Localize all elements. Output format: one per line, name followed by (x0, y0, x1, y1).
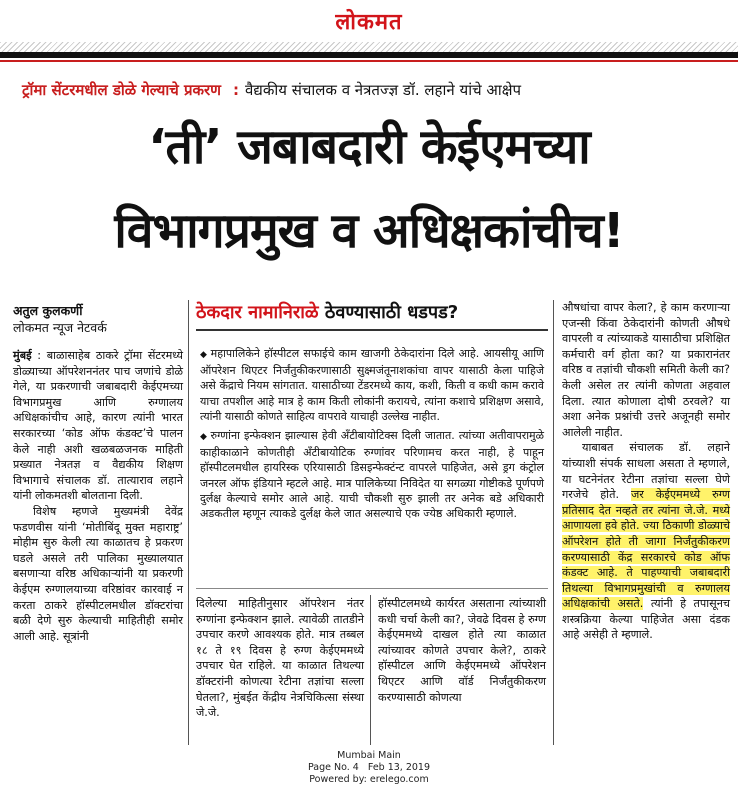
kicker-topic: ट्रॉमा सेंटरमधील डोळे गेल्याचे प्रकरण (22, 81, 222, 99)
footer-page: Page No. 4 (307, 762, 359, 773)
masthead (0, 6, 738, 36)
footer-date: Feb 13, 2019 (367, 762, 431, 773)
column-rule (553, 300, 554, 745)
dateline: मुंबई (13, 349, 32, 362)
kicker (22, 80, 732, 100)
paragraph (13, 504, 183, 644)
column-3-bottom (378, 596, 546, 705)
masthead-red-rule (0, 60, 738, 62)
list-item (200, 346, 544, 424)
paragraph-text: दिलेल्या माहितीनुसार ऑपरेशन नंतर रुग्णांना इन्फेक्शन झाले. त्यावेळी तातडीने उपचार करणे आवश्यक होते. मात्र तब्बल १८ ते १९ दिवस हे रुग्ण केईएममध्ये उपचार घेत राहिले. या काळात तिथल्या डॉक्टरांनी कोणत्या रेटीना तज्ञांचा सल्ला घेतला?, मुंबईत केंद्रीय नेत्रचिकित्सा संस्था जे.जे. (196, 597, 364, 720)
footer (0, 750, 738, 786)
paragraph-text: हॉस्पीटलमध्ये कार्यरत असताना त्यांच्याशी कधी चर्चा केली का?, जेवढे दिवस हे रुग्ण केईएममध्ये दाखल होते त्या काळात त्यांच्यावर कोणते उपचार केले?, ठाकरे हॉस्पीटल आणि केईएममध्ये ऑपरेशन थिएटर आणि वॉर्ड निर्जंतुकीकरण करण्यासाठी कोणत्या (378, 597, 546, 704)
box-subhead-black: ठेवण्यासाठी धडपड? (324, 302, 459, 323)
list-item-text: रुग्णांना इन्फेक्शन झाल्यास हेवी अँटीबायोटिक्स दिली जातात. त्यांच्या अतीवापरामुळे काहीकाळाने कोणतीही अँटीबायोटिक रुग्णांवर परिणामच करत नाही, हे पाहून हॉस्पीटलमधील हायरिस्क एरियासाठी डिसइन्फेक्टंन्ट वापरले पाहिजेत, असे ड्रग कंट्रोल जनरल ऑफ इंडियाने म्हटले आहे. मात्र पालिकेच्या निविदेत या सगळ्या गोष्टीकडे पूर्णपणे दुर्लक्ष केल्याचे समोर आले आहे. याची चौकशी सुरु झाली तर अनेक बडे अधिकारी अडकतील म्हणून त्याकडे दुर्लक्ष केले जात असल्याचे एक ज्येष्ठ अधिकारी म्हणाले. (200, 429, 544, 521)
highlighted-quote: जर केईएममध्ये रुग्ण प्रतिसाद देत नव्हते तर त्यांना जे.जे. मध्ये आणायला हवे होते. ज्या ठिकाणी डोळ्याचे ऑपरेशन होते ती जागा निर्जंतुकीकरण करण्यासाठी केंद्र सरकारचे कोड ऑफ कंडक्ट आहे. ते पाहण्याची जबाबदारी तिथल्या विभागप्रमुखांची व रुग्णालय अधिक्षकांची असते. (562, 488, 730, 611)
headline-line-2: विभागप्रमुख व अधिक्षकांचीच! (114, 203, 624, 259)
paragraph-text: त्यांनी हे तपासूनच शस्त्रक्रिया केल्या पाहिजेत असा दंडक आहे असेही ते म्हणाले. (562, 597, 731, 642)
diamond-bullet-icon: ◆ (200, 350, 208, 360)
footer-powered: Powered by: erelego.com (309, 774, 429, 785)
diamond-bullet-icon: ◆ (200, 432, 208, 443)
list-item-text: महापालिकेने हॉस्पीटल सफाईचे काम खाजगी ठेकेदारांना दिले आहे. आयसीयू आणि ऑपरेशन थिएटर निर्जंतुकीकरणासाठी सुक्ष्मजंतूनाशकांचा वापर यासाठी केला पाहिजे असे केंद्राचे नियम सांगतात. यासाठीच्या टेंडरमध्ये काय, कशी, किती व कधी काम करावे याचा तपशील आहे मात्र हे काम किती लोकांनी करायचे, त्यांना कशाचे प्रशिक्षण असावे, त्यांनी यासाठी कोणते साहित्य वापरावे याचाही उल्लेख नाहीत. (200, 347, 544, 423)
box-bullets (200, 346, 544, 525)
footer-edition: Mumbai Main (337, 750, 401, 761)
paragraph-text: बाळासाहेब ठाकरे ट्रॉमा सेंटरमध्ये डोळ्याच्या ऑपरेशननंतर पाच जणांचे डोळे गेले, या प्रकरणाची जबाबदारी केईएमच्या विभागप्रमुख आणि रुग्णालय अधिक्षकांचीच आहे, कारण त्यांनी भारत सरकारच्या ‘कोड ऑफ कंडक्ट’चे पालन केले नाही अशी खळबळजनक माहिती प्रख्यात नेत्रतज्ञ व वैद्यकीय शिक्षण विभागाचे संचालक डॉ. तात्याराव लहाने यांनी लोकमतशी बोलताना दिली. (13, 349, 184, 503)
paragraph (562, 300, 730, 440)
box-subhead-red: ठेकदार नामानिराळे (196, 302, 319, 323)
paragraph-text: औषधांचा वापर केला?, हे काम करणाऱ्या एजन्सी किंवा ठेकेदारांनी कोणती औषधे वापरली व त्यांच्याकडे यासाठीचा प्रशिक्षित कर्मचारी वर्ग होता का? या प्रकारानंतर वरिष्ठ व तज्ञांची चौकशी समिती केली का? केली असेल तर त्यांनी कोणता अहवाल दिला. त्यात कोणाला दोषी ठरवले? या अशा अनेक प्रश्नांची उत्तरे अजूनही समोर आलेली नाहीत. (562, 301, 730, 439)
paragraph (562, 440, 730, 643)
paragraph: मुंबई : बाळासाहेब ठाकरे ट्रॉमा सेंटरमध्ये डोळ्याच्या ऑपरेशननंतर पाच जणांचे डोळे गेले, या प्रकरणाची जबाबदारी केईएमच्या विभागप्रमुख आणि रुग्णालय अधिक्षकांचीच आहे, कारण त्यांनी भारत सरकारच्या ‘कोड ऑफ कंडक्ट’चे पालन केले नाही अशी खळबळजनक माहिती प्रख्यात नेत्रतज्ञ व वैद्यकीय शिक्षण विभागाचे संचालक डॉ. तात्याराव लहाने यांनी लोकमतशी बोलताना दिली. (13, 349, 184, 503)
box-bottom-rule (196, 588, 548, 589)
column-4 (562, 300, 730, 643)
paragraph-text: विशेष म्हणजे मुख्यमंत्री देवेंद्र फडणवीस यांनी ‘मोतीबिंदू मुक्त महाराष्ट्र’ मोहीम सुरु केली त्या काळातच हे प्रकरण घडले असले तरी पालिका मुख्यालयात बसणाऱ्या वरिष्ठ अधिकाऱ्यांनी या प्रकरणी केईएम रुग्णालयाच्या वरिष्ठांवर कारवाई न करता ठाकरे हॉस्पीटलमधील डॉक्टरांचा बळी देणे सुरु केल्याची माहितीही समोर आली आहे. सूत्रांनी (13, 504, 183, 643)
list-item (200, 428, 544, 521)
kicker-summary: वैद्यकीय संचालक व नेत्रतज्ज्ञ डॉ. लहाने यांचे आक्षेप (245, 81, 521, 99)
box-subhead (196, 297, 548, 331)
headline-line-1: ‘ती’ जबाबदारी केईएमच्या (148, 119, 590, 175)
byline-author: अतुल कुलकर्णी (13, 303, 83, 318)
byline (13, 302, 178, 336)
masthead-rule (0, 52, 738, 58)
column-rule (370, 595, 371, 745)
column-rule (188, 300, 189, 745)
byline-org: लोकमत न्यूज नेटवर्क (13, 320, 107, 335)
column-1 (13, 348, 183, 644)
footer-page-line (0, 762, 738, 774)
lokmat-logo: लोकमत (335, 10, 403, 35)
kicker-separator: : (233, 81, 240, 99)
paragraph-text: याबाबत संचालक डॉ. लहाने यांच्याशी संपर्क साधला असता ते म्हणाले, या घटनेनंतर रेटीना तज्ञांचा सल्ला घेणे गरजेचे होते. (562, 441, 730, 502)
masthead-hatch (0, 42, 738, 52)
column-2-bottom (196, 596, 364, 721)
